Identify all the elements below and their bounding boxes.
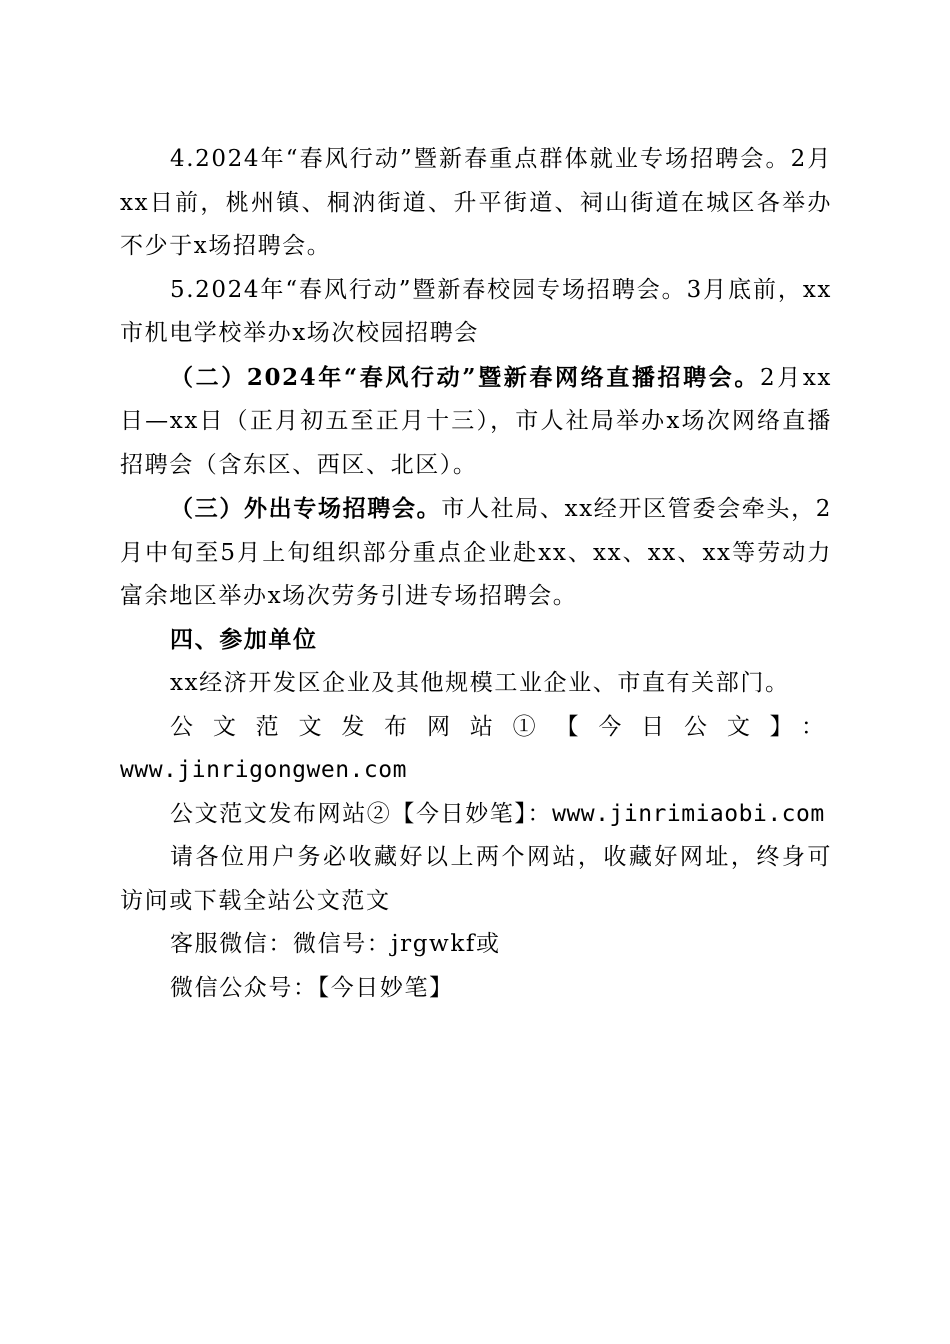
website-2-line [120,793,832,837]
section-2-body: 2月xx日—xx日（正月初五至正月十三），市人社局举办x场次网络直播招聘会（含东区、西区、北区）。 [120,364,832,478]
paragraph-bookmark-notice: 请各位用户务必收藏好以上两个网站，收藏好网址，终身可访问或下载全站公文范文 [120,844,832,914]
paragraph-item-4: 4.2024年“春风行动”暨新春重点群体就业专场招聘会。2月xx日前，桃州镇、桐汭街道、升平街道、祠山街道在城区各举办不少于x场招聘会。 [120,146,832,259]
website-1-label: 公文范文发布网站①【今日公文】： [170,713,832,740]
document-page [120,138,832,1010]
paragraph-wechat-account: 微信公众号：【今日妙笔】 [170,974,454,1001]
heading-participants: 四、参加单位 [170,626,318,653]
section-3-title: （三）外出专场招聘会。 [170,495,442,522]
section-3-body: 市人社局、xx经开区管委会牵头，2月中旬至5月上旬组织部分重点企业赴xx、xx、xx、xx等劳动力富余地区举办x场次劳务引进专场招聘会。 [120,496,832,609]
website-2-link[interactable]: www.jinrimiaobi.com [552,800,825,827]
section-2-title: （二）2024年“春风行动”暨新春网络直播招聘会。 [170,363,760,391]
paragraph-customer-service: 客服微信：微信号：jrgwkf或 [170,931,501,957]
website-1-url [120,749,832,793]
website-1-link[interactable]: www.jinrigongwen.com [120,757,407,783]
paragraph-item-5: 5.2024年“春风行动”暨新春校园专场招聘会。3月底前，xx市机电学校举办x场次校园招聘会 [120,276,832,346]
paragraph-participants: xx经济开发区企业及其他规模工业企业、市直有关部门。 [170,670,790,696]
paragraph-section-3 [120,487,832,619]
website-2-label: 公文范文发布网站②【今日妙笔】： [170,800,553,827]
paragraph-section-2 [120,356,832,488]
